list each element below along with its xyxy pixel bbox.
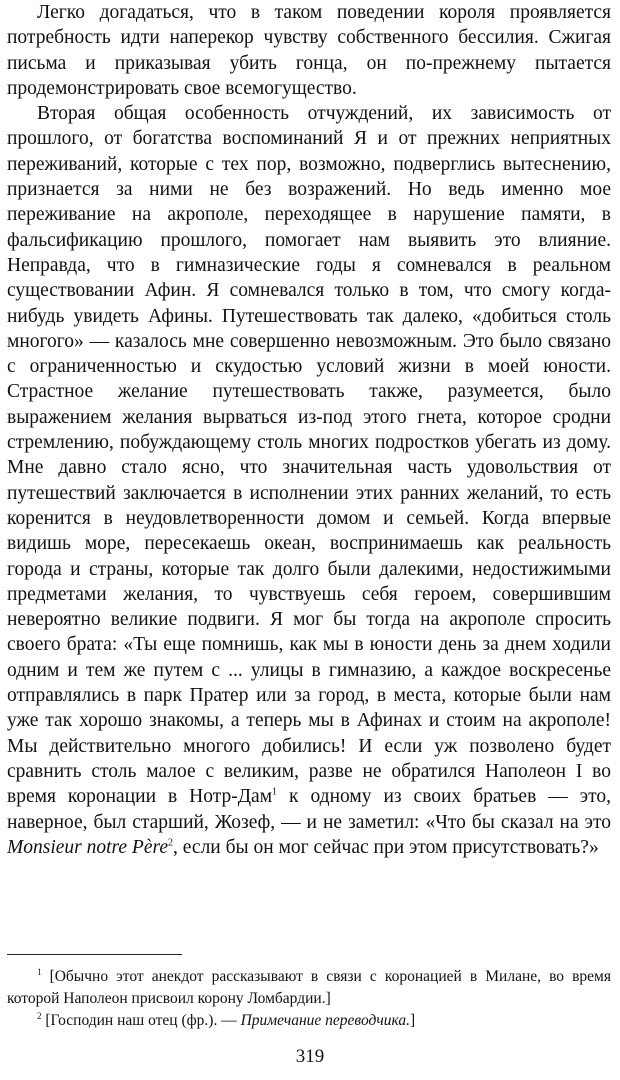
paragraph-2-part-1: Вторая общая особенность отчуждений, их зависимость от прошлого, от богатства воспоминаний Я и от прежних неприятных переживаний, которые с тех пор, возможно, подверглись вытеснению, признается за ними не без возражений. Но ведь именно мое переживание на акрополе, переходящее в нарушение памяти, в фальсификацию прошлого, помогает нам выявить это влияние. Неправда, что в гимназические годы я сомневался в реальном существовании Афин. Я сомневался только в том, что смогу когда-нибудь увидеть Афины. Путешествовать так далеко, «добиться столь многого» — казалось мне совершенно невозможным. Это было связано с ограниченностью и скудостью условий жизни в моей юности. Страстное желание путешествовать также, разумеется, было выражением желания вырваться из-под этого гнета, которое сродни стремлению, побуждающему столь многих подростков убегать из дому. Мне давно стало ясно, что значительная часть удовольствия от путешествий заключается в исполнении этих ранних желаний, то есть коренится в неудовлетворенности домом и семьей. Когда впервые видишь море, пересекаешь океан, воспринимаешь как реальность города и страны, которые так долго были далекими, недостижимыми предметами желания, то чувствуешь себя героем, совершившим невероятно великие подвиги. Я мог бы тогда на акрополе спросить своего брата: «Ты еще помнишь, как мы в юности день за днем ходили одним и тем же путем с ... улицы в гимназию, а каждое воскресенье отправлялись в парк Пратер или за город, в места, которые были нам уже так хорошо знакомы, а теперь мы в Афинах и стоим на акрополе! Мы действительно многого добились! И если уж позволено будет сравнить столь малое с великим, разве не обратился Наполеон I во время коронации в Нотр-Дам: [7, 103, 611, 808]
footnotes: [7, 966, 611, 1032]
footnote-2-marker: 2: [37, 1010, 42, 1021]
footnote-ref-2: 2: [168, 837, 174, 849]
footnote-1-marker: 1: [37, 966, 42, 977]
footnote-2-italic: Примечание переводчика.: [240, 1012, 410, 1029]
paragraph-1: [7, 0, 611, 101]
paragraph-2: [7, 101, 611, 860]
footnote-1-text: [Обычно этот анекдот рассказывают в связи с коронацией в Милане, во время которой Наполеон присвоил корону Ломбардии.]: [7, 968, 611, 1007]
footnote-divider: [7, 954, 182, 955]
paragraph-1-text: Легко догадаться, что в таком поведении короля проявляется потребность идти наперекор чувству собственного бессилия. Сжигая письма и приказывая убить гонца, он по-прежнему пытается продемонстрировать свое всемогущество.: [7, 2, 611, 99]
footnote-2: $^2$ [Господин наш отец (фр.). — Примечание переводчика.]: [37, 1010, 416, 1029]
paragraph-2-part-3: , если бы он мог сейчас при этом присутствовать?»: [173, 836, 599, 858]
footnote-2-text: [Господин наш отец (фр.). —: [41, 1012, 241, 1029]
main-text: [7, 0, 611, 860]
footnote-1: [7, 966, 611, 1010]
footnote-ref-1: 1: [272, 786, 278, 798]
paragraph-2-part-2: к одному из своих братьев — это, наверное, был старший, Жозеф, — и не заметил: «Что бы сказал на это: [7, 786, 611, 833]
page-number: 319: [295, 1046, 325, 1067]
paragraph-2-italic-phrase: Monsieur notre Père: [7, 836, 169, 858]
